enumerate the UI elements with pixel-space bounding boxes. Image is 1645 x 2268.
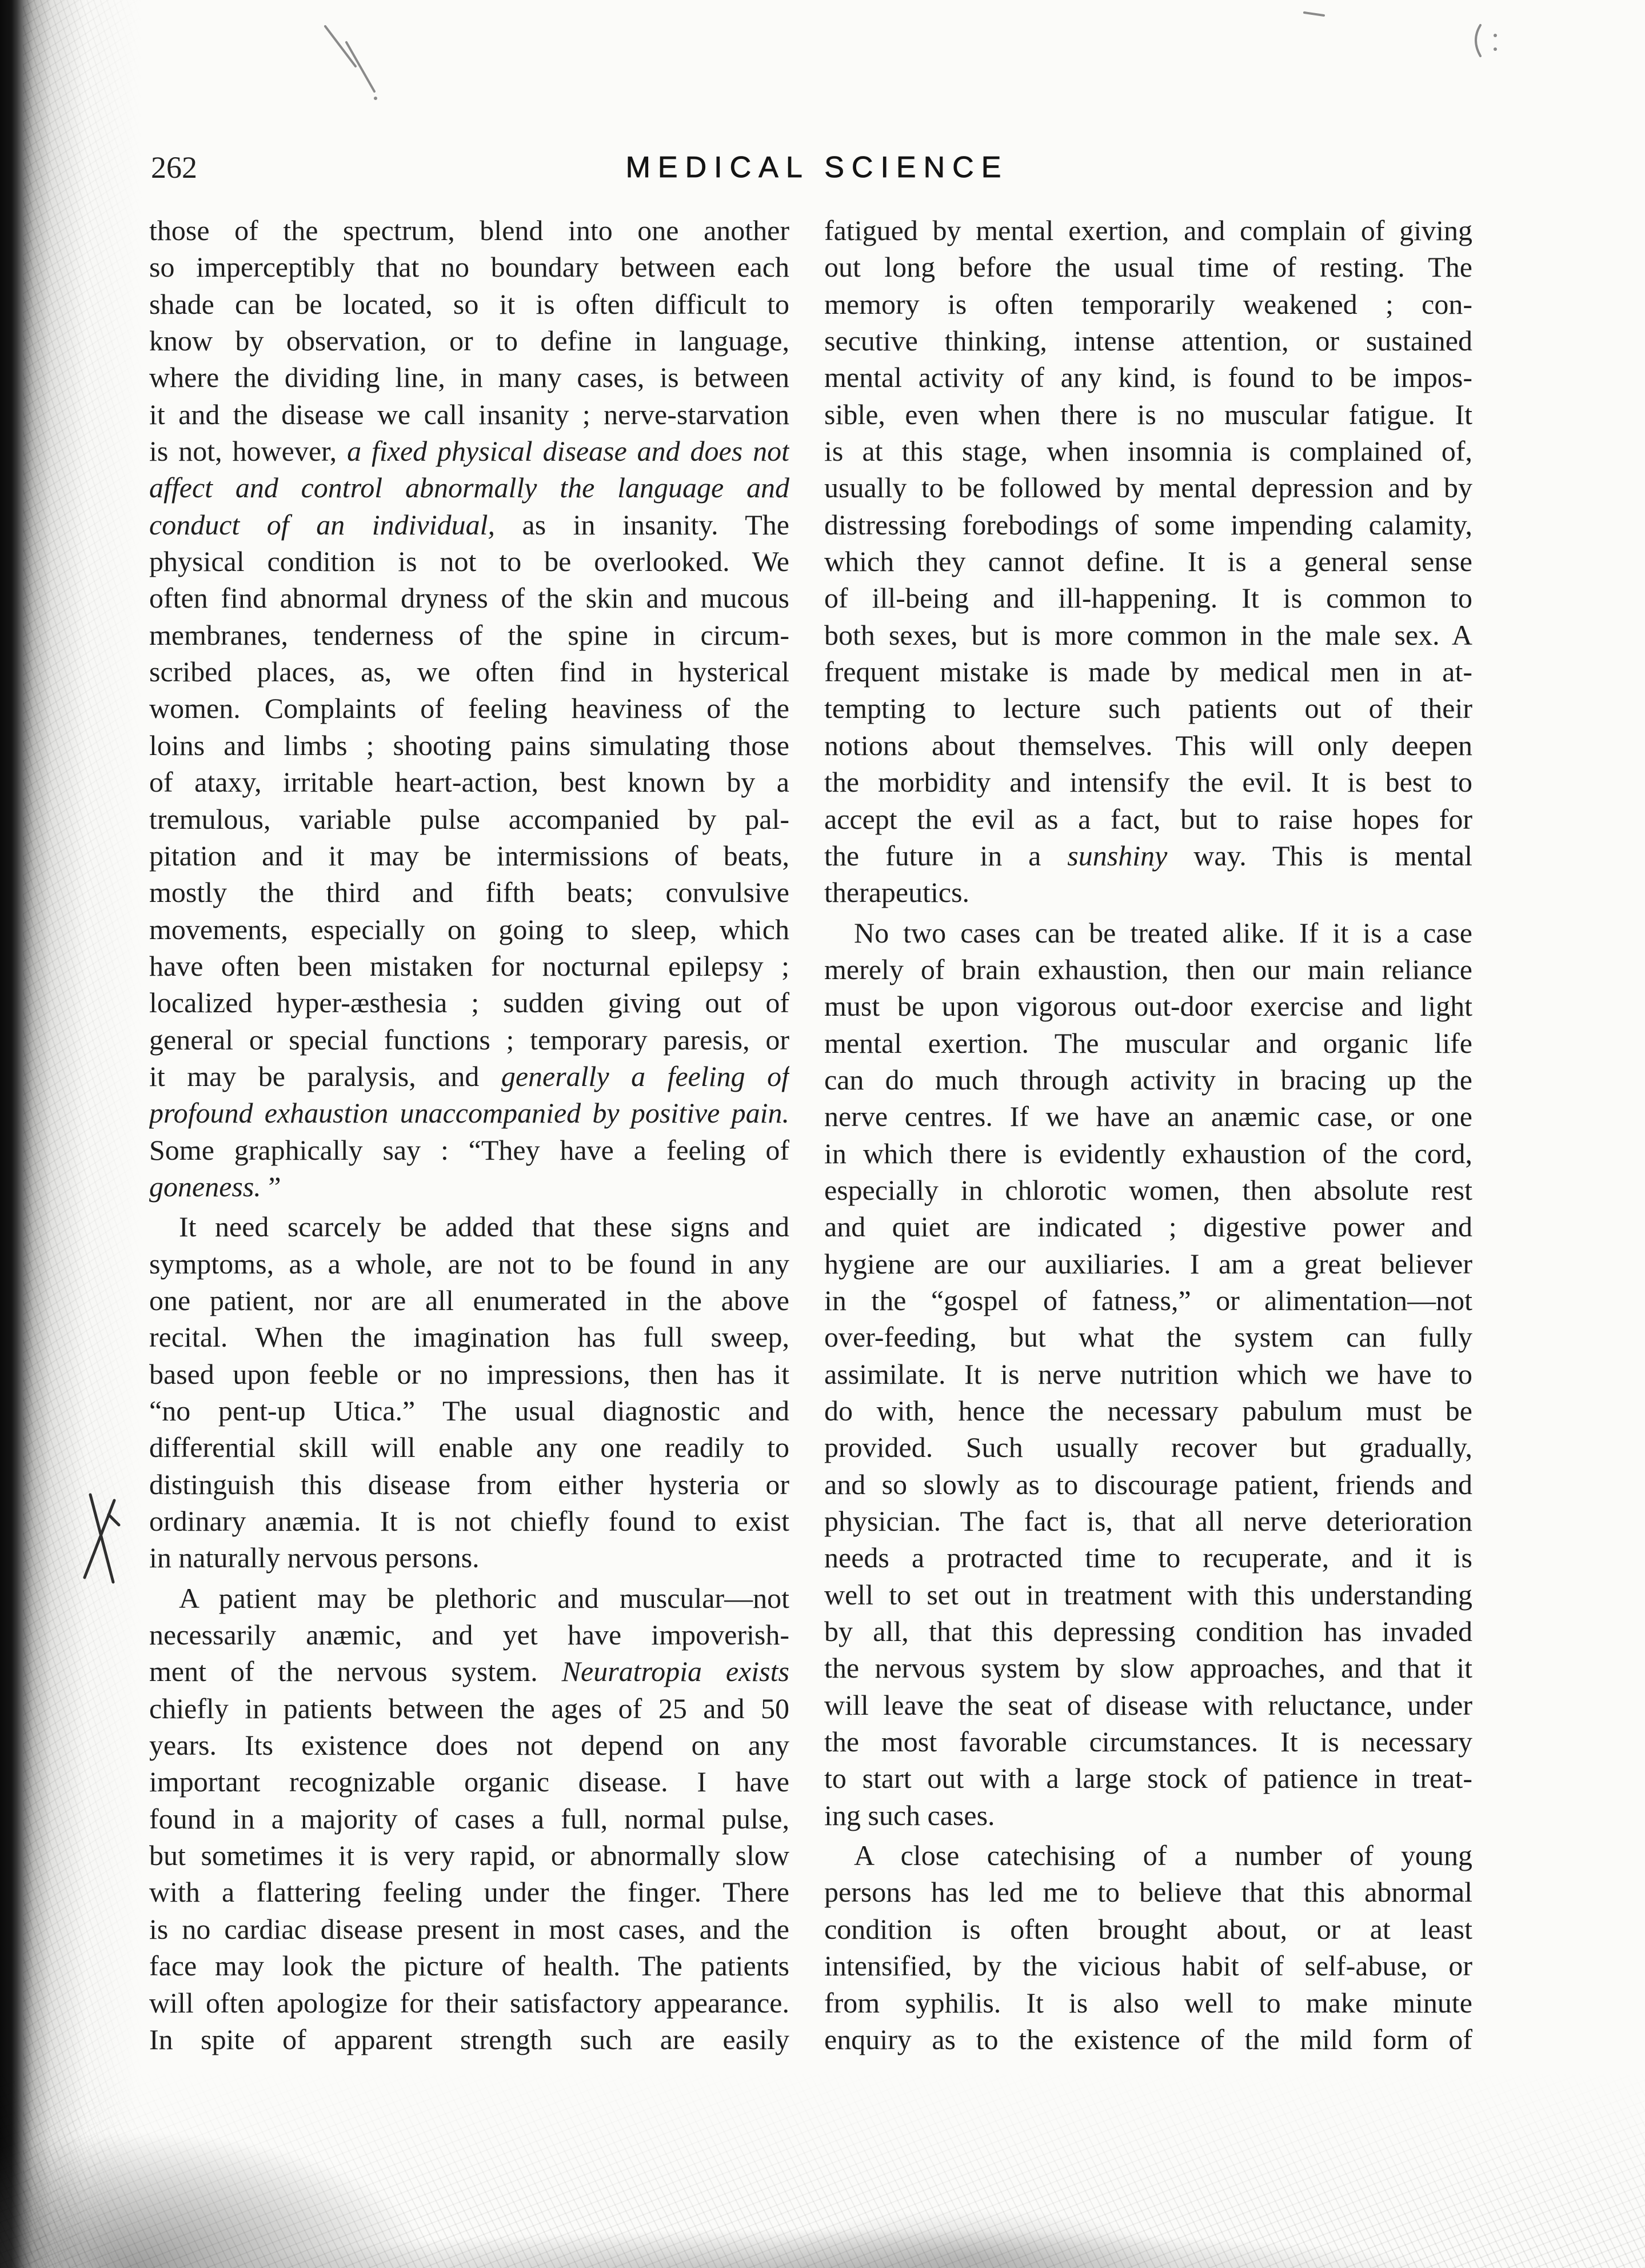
text-line xyxy=(149,212,789,249)
text-span: membranes, tenderness of the spine in circum- xyxy=(149,618,789,651)
text-line xyxy=(149,1727,789,1763)
text-span: scribed places, as, we often find in hysterical xyxy=(149,656,789,688)
text-line xyxy=(149,1429,789,1466)
text-span: as in insanity. The xyxy=(494,508,789,541)
text-line xyxy=(824,286,1472,322)
text-line xyxy=(149,506,789,543)
italic-text: goneness. xyxy=(149,1170,261,1203)
text-span: found in a majority of cases a full, normal pulse, xyxy=(149,1802,789,1835)
text-span: is no cardiac disease present in most cases, and the xyxy=(149,1912,789,1945)
text-span: intensified, by the vicious habit of self-abuse, or xyxy=(824,1950,1472,1982)
text-span: must be upon vigorous out-door exercise and light xyxy=(824,990,1472,1023)
text-span: of ill-being and ill-happening. It is common to xyxy=(824,582,1472,614)
text-span: tremulous, variable pulse accompanied by pal- xyxy=(149,802,789,835)
text-line xyxy=(149,764,789,800)
text-line xyxy=(824,1098,1472,1135)
text-line xyxy=(824,1503,1472,1539)
text-span: shade can be located, so it is often difficult to xyxy=(149,288,789,320)
text-span: therapeutics. xyxy=(824,876,970,909)
text-line xyxy=(149,1800,789,1837)
paragraph xyxy=(149,1580,789,2058)
text-line xyxy=(149,1690,789,1727)
text-line xyxy=(824,1245,1472,1282)
text-span: notions about themselves. This will only deepen xyxy=(824,729,1472,761)
text-line xyxy=(149,801,789,837)
text-line xyxy=(149,543,789,580)
text-span: tempting to lecture such patients out of their xyxy=(824,692,1472,725)
text-line xyxy=(824,1539,1472,1576)
text-span: ment of the nervous system. xyxy=(149,1655,562,1688)
text-span: based upon feeble or no impressions, then has it xyxy=(149,1357,789,1390)
text-line xyxy=(149,911,789,948)
text-line xyxy=(824,1061,1472,1098)
text-line xyxy=(149,1539,789,1576)
text-line xyxy=(149,948,789,984)
text-span: In spite of apparent strength such are easily xyxy=(149,2023,789,2055)
text-span: so imperceptibly that no boundary between each xyxy=(149,251,789,284)
text-span: accept the evil as a fact, but to raise hopes for xyxy=(824,802,1472,835)
text-span: sible, even when there is no muscular fatigue. It xyxy=(824,398,1472,430)
text-span: can do much through activity in bracing up the xyxy=(824,1063,1472,1096)
text-span: have often been mistaken for nocturnal epilepsy ; xyxy=(149,949,789,982)
text-line xyxy=(824,837,1472,874)
text-line xyxy=(824,543,1472,580)
text-line xyxy=(824,506,1472,543)
text-span: Some graphically say : “They have a feeling of xyxy=(149,1133,789,1166)
text-line xyxy=(149,1911,789,1947)
scan-speckle-left xyxy=(23,0,143,2268)
text-span: the future in a xyxy=(824,839,1068,872)
speck-dot xyxy=(374,97,377,100)
speck-stroke xyxy=(1476,25,1480,56)
text-span: secutive thinking, intense attention, or sustained xyxy=(824,325,1472,357)
text-line xyxy=(824,1760,1472,1796)
text-line xyxy=(149,1947,789,1984)
text-line xyxy=(149,653,789,690)
text-line xyxy=(824,764,1472,800)
page-number: 262 xyxy=(151,150,197,185)
text-span: from syphilis. It is also well to make minute xyxy=(824,1986,1472,2019)
text-line xyxy=(824,1947,1472,1984)
text-span: in the “gospel of fatness,” or alimentation—not xyxy=(824,1284,1472,1316)
text-span: It need scarcely be added that these signs and xyxy=(179,1211,789,1243)
text-span: of ataxy, irritable heart-action, best known by a xyxy=(149,766,789,798)
text-span: over-feeding, but what the system can fully xyxy=(824,1321,1472,1353)
text-span: physical condition is not to be overlooked. We xyxy=(149,545,789,578)
text-line xyxy=(824,2021,1472,2058)
text-line xyxy=(824,1837,1472,1874)
text-span: physician. The fact is, that all nerve deterioration xyxy=(824,1505,1472,1538)
speck-dot xyxy=(1494,47,1497,51)
text-span: the morbidity and intensify the evil. It is best to xyxy=(824,766,1472,798)
text-line xyxy=(824,1613,1472,1650)
italic-text: a fixed physical disease and does not xyxy=(347,435,789,468)
text-line xyxy=(149,1466,789,1503)
text-line xyxy=(824,988,1472,1024)
text-line xyxy=(824,1723,1472,1760)
text-line xyxy=(149,1503,789,1539)
text-span: ing such cases. xyxy=(824,1799,995,1831)
text-span: women. Complaints of feeling heaviness of the xyxy=(149,692,789,725)
text-line xyxy=(824,1135,1472,1172)
text-span: ” xyxy=(261,1170,281,1203)
text-span: the most favorable circumstances. It is necessary xyxy=(824,1726,1472,1758)
text-span: by all, that this depressing condition has invaded xyxy=(824,1615,1472,1648)
text-span: localized hyper-æsthesia ; sudden giving out of xyxy=(149,987,789,1019)
text-line xyxy=(824,1687,1472,1723)
text-line xyxy=(824,951,1472,988)
text-span: No two cases can be treated alike. If it is a case xyxy=(854,916,1472,949)
text-line xyxy=(824,1911,1472,1947)
italic-text: generally a feeling of xyxy=(501,1060,789,1092)
text-span: do with, hence the necessary pabulum must be xyxy=(824,1395,1472,1427)
text-line xyxy=(824,1797,1472,1834)
right-column xyxy=(824,212,1472,2058)
text-span: chiefly in patients between the ages of 25 and 50 xyxy=(149,1692,789,1724)
italic-text: sunshiny xyxy=(1067,839,1168,872)
text-line xyxy=(824,1466,1472,1503)
text-line xyxy=(824,915,1472,951)
text-span: face may look the picture of health. The patients xyxy=(149,1950,789,1982)
text-span: mental exertion. The muscular and organic life xyxy=(824,1027,1472,1059)
text-span: distressing forebodings of some impending calamity, xyxy=(824,508,1472,541)
text-line xyxy=(824,1429,1472,1466)
text-span: needs a protracted time to recuperate, and it is xyxy=(824,1542,1472,1574)
text-line xyxy=(824,653,1472,690)
text-line xyxy=(149,984,789,1021)
text-span: and so slowly as to discourage patient, friends and xyxy=(824,1468,1472,1500)
text-span: the nervous system by slow approaches, and that it xyxy=(824,1652,1472,1684)
italic-text: conduct of an individual, xyxy=(149,508,495,541)
text-span: is at this stage, when insomnia is complained of, xyxy=(824,435,1472,468)
text-line xyxy=(149,727,789,764)
text-span: memory is often temporarily weakened ; con- xyxy=(824,288,1472,320)
text-span: provided. Such usually recover but gradually, xyxy=(824,1431,1472,1464)
speck-stroke xyxy=(346,42,374,91)
text-line xyxy=(149,1319,789,1355)
text-span: where the dividing line, in many cases, is between xyxy=(149,361,789,394)
text-line xyxy=(824,727,1472,764)
text-line xyxy=(824,359,1472,396)
text-span: merely of brain exhaustion, then our main reliance xyxy=(824,953,1472,985)
text-span: those of the spectrum, blend into one another xyxy=(149,214,789,246)
paragraph xyxy=(149,212,789,1205)
text-line xyxy=(824,249,1472,285)
text-span: will often apologize for their satisfactory appearance. xyxy=(149,1986,789,2019)
text-line xyxy=(149,617,789,653)
text-line xyxy=(824,1392,1472,1429)
text-span: A patient may be plethoric and muscular—not xyxy=(179,1582,789,1614)
text-span: hygiene are our auxiliaries. I am a great believer xyxy=(824,1247,1472,1280)
text-line xyxy=(149,249,789,285)
text-span: well to set out in treatment with this understanding xyxy=(824,1578,1472,1611)
text-span: often find abnormal dryness of the skin and mucous xyxy=(149,582,789,614)
speck-stroke xyxy=(325,26,356,66)
text-line xyxy=(149,1168,789,1205)
text-span: assimilate. It is nerve nutrition which we have to xyxy=(824,1357,1472,1390)
text-line xyxy=(149,1392,789,1429)
text-span: symptoms, as a whole, are not to be found in any xyxy=(149,1247,789,1280)
text-line xyxy=(824,1025,1472,1061)
text-line xyxy=(824,1208,1472,1245)
text-span: which they cannot define. It is a general sense xyxy=(824,545,1472,578)
speck-stroke xyxy=(1304,13,1324,15)
text-line xyxy=(824,874,1472,911)
text-span: both sexes, but is more common in the male sex. A xyxy=(824,618,1472,651)
text-line xyxy=(149,1282,789,1319)
text-span: mental activity of any kind, is found to be impos- xyxy=(824,361,1472,394)
text-line xyxy=(149,396,789,433)
text-span: general or special functions ; temporary paresis, or xyxy=(149,1023,789,1056)
text-span: way. This is mental xyxy=(1167,839,1472,872)
text-line xyxy=(824,1319,1472,1355)
text-line xyxy=(149,580,789,616)
speck-dot xyxy=(1494,34,1497,37)
text-line xyxy=(149,286,789,322)
text-span: ordinary anæmia. It is not chiefly found to exist xyxy=(149,1505,789,1538)
text-line xyxy=(824,1576,1472,1613)
running-head: MEDICAL SCIENCE xyxy=(625,151,1009,184)
text-span: persons has led me to believe that this abnormal xyxy=(824,1876,1472,1908)
text-span: know by observation, or to define in language, xyxy=(149,325,789,357)
scan-speckle-bottom xyxy=(0,2069,1645,2268)
text-line xyxy=(149,1356,789,1392)
text-line xyxy=(824,1172,1472,1208)
italic-text: profound exhaustion unaccompanied by positive pain. xyxy=(149,1097,789,1129)
text-line xyxy=(149,837,789,874)
text-span: fatigued by mental exertion, and complain of giving xyxy=(824,214,1472,246)
text-span: recital. When the imagination has full sweep, xyxy=(149,1321,789,1353)
text-line xyxy=(149,1095,789,1131)
text-span: in naturally nervous persons. xyxy=(149,1542,480,1574)
text-span: important recognizable organic disease. I have xyxy=(149,1766,789,1798)
text-span: with a flattering feeling under the finger. There xyxy=(149,1876,789,1908)
text-line xyxy=(149,1021,789,1058)
text-span: especially in chlorotic women, then absolute rest xyxy=(824,1173,1472,1206)
text-line xyxy=(824,433,1472,469)
italic-text: affect and control abnormally the language and xyxy=(149,472,789,504)
text-span: in which there is evidently exhaustion of the cord, xyxy=(824,1137,1472,1169)
text-span: it and the disease we call insanity ; nerve-starvation xyxy=(149,398,789,430)
text-line xyxy=(824,1282,1472,1319)
text-line xyxy=(149,2021,789,2058)
paragraph xyxy=(824,212,1472,911)
text-line xyxy=(824,469,1472,506)
text-line xyxy=(824,1356,1472,1392)
text-line xyxy=(149,1984,789,2021)
left-column xyxy=(149,212,789,2058)
text-span: one patient, nor are all enumerated in the above xyxy=(149,1284,789,1316)
text-line xyxy=(149,1245,789,1282)
text-span: condition is often brought about, or at least xyxy=(824,1912,1472,1945)
text-line xyxy=(149,690,789,726)
text-span: pitation and it may be intermissions of beats, xyxy=(149,839,789,872)
text-line xyxy=(149,1058,789,1095)
text-line xyxy=(149,322,789,359)
text-line xyxy=(149,1580,789,1616)
text-line xyxy=(824,1874,1472,1910)
text-line xyxy=(149,1837,789,1874)
text-line xyxy=(824,1650,1472,1686)
paragraph xyxy=(824,1837,1472,2058)
text-line xyxy=(824,690,1472,726)
text-span: it may be paralysis, and xyxy=(149,1060,501,1092)
text-line xyxy=(149,1874,789,1910)
text-span: necessarily anæmic, and yet have impoverish- xyxy=(149,1619,789,1651)
text-span: is not, however, xyxy=(149,435,348,468)
text-line xyxy=(824,580,1472,616)
text-span: loins and limbs ; shooting pains simulating those xyxy=(149,729,789,761)
text-span: “no pent-up Utica.” The usual diagnostic and xyxy=(149,1395,789,1427)
text-line xyxy=(149,874,789,911)
text-line xyxy=(824,396,1472,433)
italic-text: Neuratropia exists xyxy=(561,1655,789,1688)
text-span: nerve centres. If we have an anæmic case, or one xyxy=(824,1100,1472,1133)
text-span: and quiet are indicated ; digestive power and xyxy=(824,1211,1472,1243)
text-line xyxy=(149,469,789,506)
text-line xyxy=(824,617,1472,653)
text-line xyxy=(824,212,1472,249)
text-line xyxy=(149,1132,789,1168)
text-span: will leave the seat of disease with reluctance, under xyxy=(824,1688,1472,1721)
text-line xyxy=(824,322,1472,359)
text-line xyxy=(824,1984,1472,2021)
text-span: to start out with a large stock of patience in treat- xyxy=(824,1762,1472,1795)
text-line xyxy=(149,1208,789,1245)
text-span: differential skill will enable any one readily to xyxy=(149,1431,789,1464)
text-line xyxy=(149,1616,789,1653)
text-span: mostly the third and fifth beats; convulsive xyxy=(149,876,789,909)
text-line xyxy=(149,359,789,396)
text-span: distinguish this disease from either hysteria or xyxy=(149,1468,789,1500)
text-line xyxy=(149,1653,789,1690)
text-span: years. Its existence does not depend on any xyxy=(149,1729,789,1762)
text-span: frequent mistake is made by medical men in at- xyxy=(824,656,1472,688)
paragraph xyxy=(149,1208,789,1576)
text-span: usually to be followed by mental depression and by xyxy=(824,472,1472,504)
text-line xyxy=(824,801,1472,837)
text-span: out long before the usual time of resting. The xyxy=(824,251,1472,284)
text-span: A close catechising of a number of young xyxy=(854,1839,1472,1872)
text-line xyxy=(149,1763,789,1800)
text-span: enquiry as to the existence of the mild form of xyxy=(824,2023,1472,2055)
paragraph xyxy=(824,915,1472,1834)
text-line xyxy=(149,433,789,469)
text-span: movements, especially on going to sleep, which xyxy=(149,913,789,945)
text-span: but sometimes it is very rapid, or abnormally slow xyxy=(149,1839,789,1872)
